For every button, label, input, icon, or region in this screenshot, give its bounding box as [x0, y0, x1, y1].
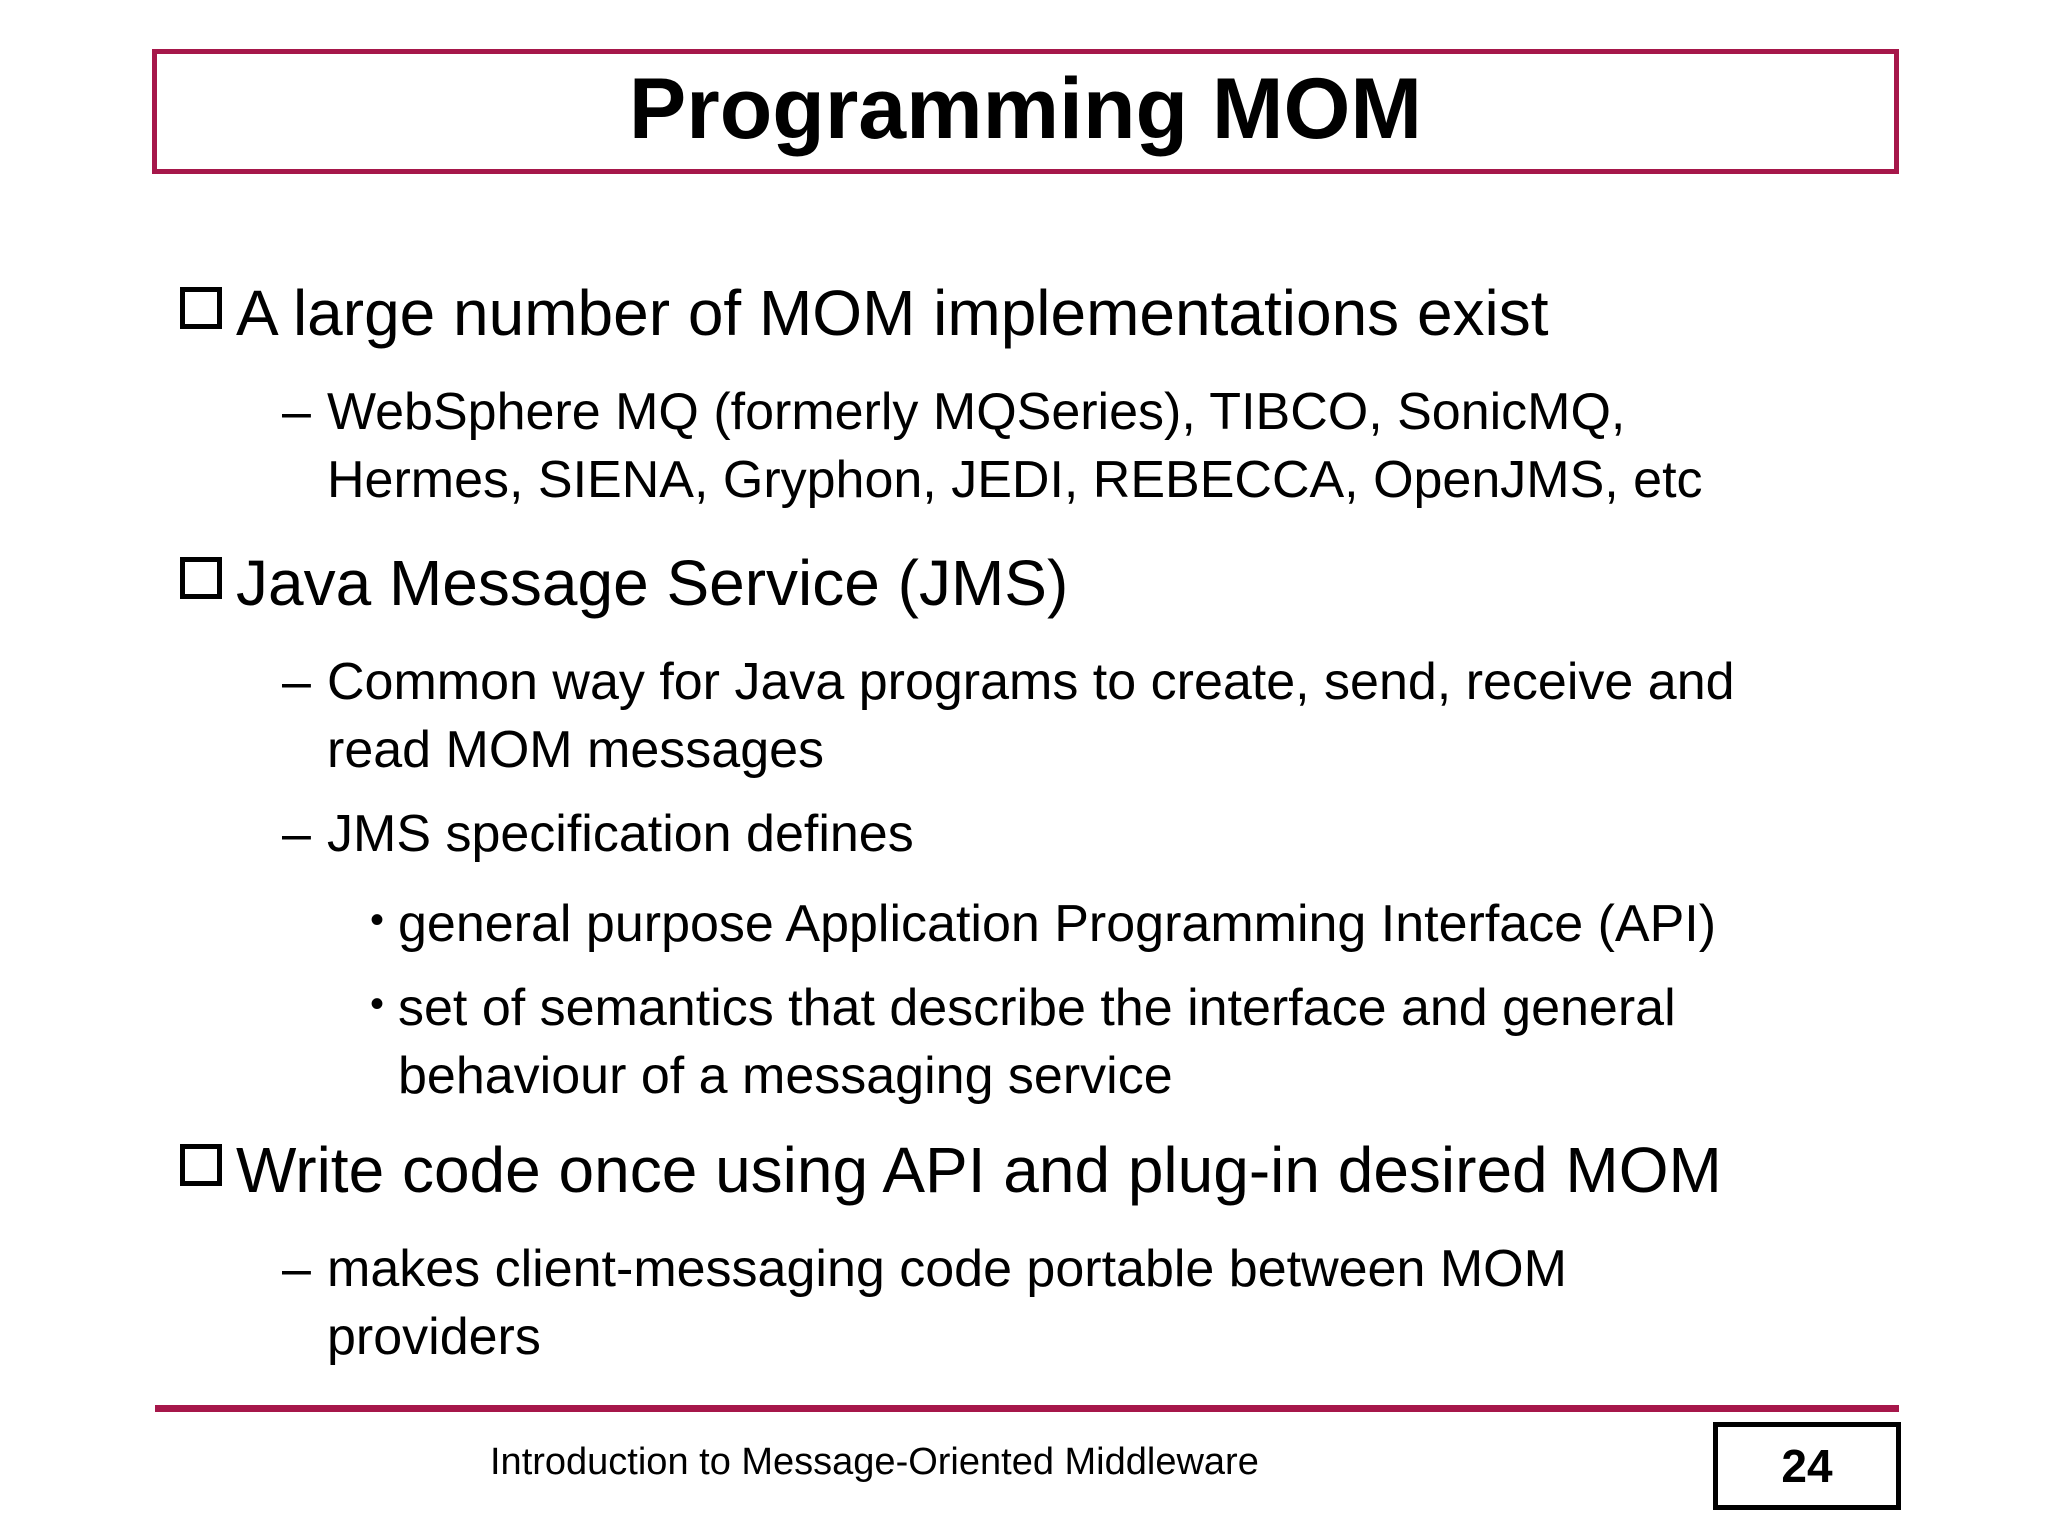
bullet-2-sub-2-item-2: [370, 974, 1676, 1110]
dash-bullet-icon: –: [282, 383, 311, 441]
bullet-3-sub-1: [282, 1235, 1567, 1371]
page-number-box: [1713, 1422, 1901, 1510]
bullet-2-sub-1: [282, 648, 1735, 784]
bullet-2-sub-2-text: JMS specification defines: [327, 805, 914, 863]
bullet-1-sub-1-line-2: Hermes, SIENA, Gryphon, JEDI, REBECCA, OpenJMS, etc: [327, 451, 1703, 509]
bullet-2-text: Java Message Service (JMS): [236, 547, 1069, 619]
footer-title: Introduction to Message-Oriented Middleware: [490, 1441, 1259, 1483]
square-bullet-icon: [180, 557, 222, 599]
bullet-3-sub-1-line-2: providers: [327, 1308, 541, 1366]
dash-bullet-icon: –: [282, 1240, 311, 1298]
bullet-2-sub-2: [282, 800, 914, 868]
bullet-1: [180, 275, 1549, 351]
bullet-2-sub-2-item-2-line-2: behaviour of a messaging service: [398, 1047, 1173, 1105]
bullet-3-text: Write code once using API and plug-in desired MOM: [236, 1134, 1722, 1206]
bullet-3-sub-1-line-1: makes client-messaging code portable between MOM: [327, 1240, 1567, 1298]
square-bullet-icon: [180, 1144, 222, 1186]
dot-bullet-icon: •: [370, 982, 385, 1026]
bullet-2-sub-1-line-2: read MOM messages: [327, 721, 825, 779]
bullet-3: [180, 1132, 1722, 1208]
dot-bullet-icon: •: [370, 898, 385, 942]
bullet-2-sub-2-item-1: [370, 890, 1716, 958]
square-bullet-icon: [180, 287, 222, 329]
slide-title: Programming MOM: [628, 60, 1423, 157]
bullet-2-sub-1-line-1: Common way for Java programs to create, send, receive and: [327, 653, 1735, 711]
bullet-1-sub-1: [282, 378, 1703, 514]
page-number: 24: [1781, 1440, 1833, 1492]
bullet-1-sub-1-line-1: WebSphere MQ (formerly MQSeries), TIBCO, SonicMQ,: [327, 383, 1626, 441]
bullet-1-text: A large number of MOM implementations exist: [236, 277, 1549, 349]
dash-bullet-icon: –: [282, 653, 311, 711]
bullet-2-sub-2-item-2-line-1: set of semantics that describe the interface and general: [398, 979, 1676, 1037]
bullet-2: [180, 545, 1068, 621]
bullet-2-sub-2-item-1-text: general purpose Application Programming Interface (API): [398, 895, 1717, 953]
footer-divider: [155, 1405, 1899, 1412]
dash-bullet-icon: –: [282, 805, 311, 863]
